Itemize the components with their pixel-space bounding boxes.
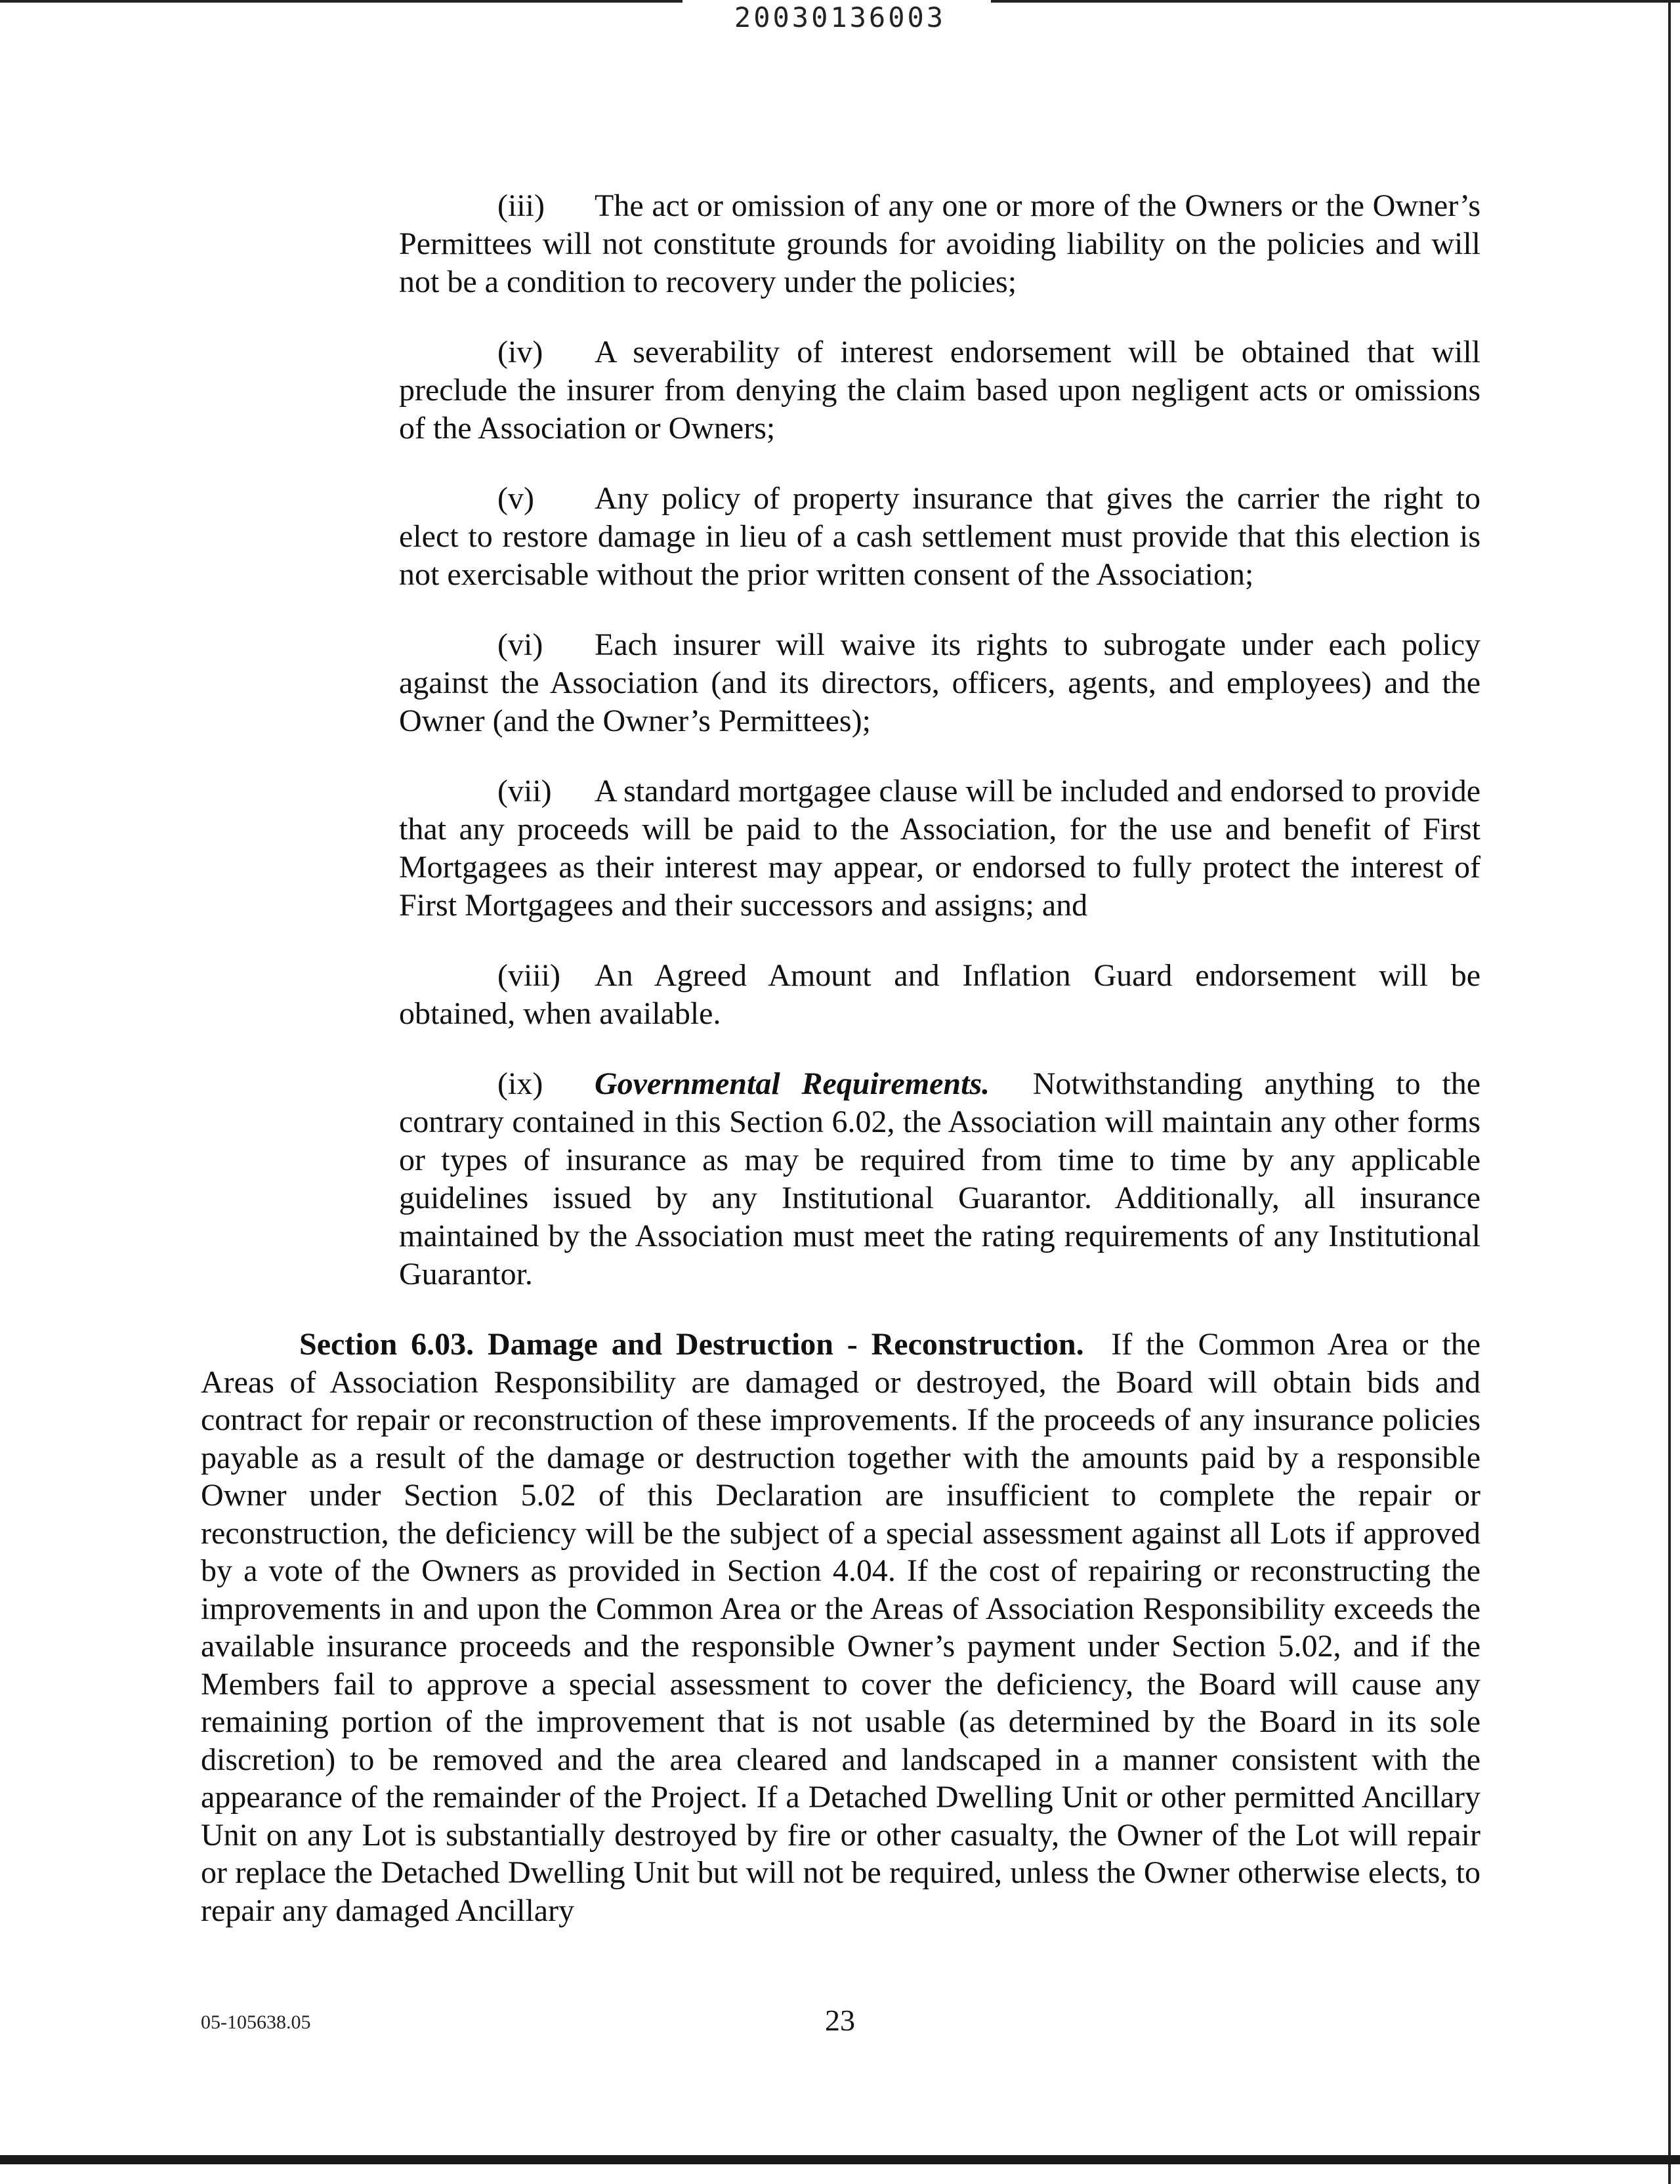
list-item xyxy=(399,1065,1480,1293)
list-item xyxy=(399,187,1480,301)
list-item xyxy=(399,626,1480,740)
item-text: Each insurer will waive its rights to subrogate under each policy against the Association (and its directors, officers, agents, and employees) and the Owner (and the Owner’s Permittees); xyxy=(399,627,1480,738)
item-text: A severability of interest endorsement will be obtained that will preclude the insurer from denying the claim based upon negligent acts or omissions of the Association or Owners; xyxy=(399,335,1480,446)
item-number: (iv) xyxy=(497,335,543,369)
item-number: (vi) xyxy=(497,627,543,662)
bottom-border xyxy=(0,2155,1680,2164)
list-item xyxy=(399,480,1480,594)
section-6-03 xyxy=(201,1326,1480,1929)
item-number: (viii) xyxy=(497,958,560,993)
item-text: The act or omission of any one or more of the Owners or the Owner’s Permittees will not constitute grounds for avoiding liability on the policies and will not be a condition to recovery under the policies; xyxy=(399,188,1480,299)
item-heading: Governmental Requirements. xyxy=(595,1066,990,1101)
footer-document-code: 05-105638.05 xyxy=(201,2011,311,2033)
item-number: (iii) xyxy=(497,188,545,223)
right-border xyxy=(1668,0,1671,2184)
page-number: 23 xyxy=(825,2004,855,2037)
item-text: Any policy of property insurance that gives the carrier the right to elect to restore damage in lieu of a cash settlement must provide that this election is not exercisable without the prior written consent of the Association; xyxy=(399,481,1480,592)
item-text: A standard mortgagee clause will be included and endorsed to provide that any proceeds will be paid to the Association, for the use and benefit of First Mortgagees as their interest may appear, or endorsed to fully protect the interest of First Mortgagees and their successors and assigns; and xyxy=(399,774,1480,923)
item-text: Notwithstanding anything to the contrary contained in this Section 6.02, the Association will maintain any other forms or types of insurance as may be required from time to time by any applicable guidelines issued by any Institutional Guarantor. Additionally, all insurance maintained by the Association must meet the rating requirements of any Institutional Guarantor. xyxy=(399,1066,1481,1292)
item-number: (v) xyxy=(497,481,534,516)
item-number: (ix) xyxy=(497,1066,543,1101)
document-number: 20030136003 xyxy=(734,1,946,33)
item-number: (vii) xyxy=(497,774,552,808)
list-item xyxy=(399,772,1480,925)
list-item xyxy=(399,333,1480,448)
item-text: An Agreed Amount and Inflation Guard endorsement will be obtained, when available. xyxy=(399,958,1480,1031)
section-text: If the Common Area or the Areas of Association Responsibility are damaged or destroyed, the Board will obtain bids and contract for repair or reconstruction of these improvements. If the proceeds of any insurance policies payable as a result of the damage or destruction together with the amounts paid by a responsible Owner under Section 5.02 of this Declaration are insufficient to complete the repair or reconstruction, the deficiency will be the subject of a special assessment against all Lots if approved by a vote of the Owners as provided in Section 4.04. If the cost of repairing or reconstructing the improvements in and upon the Common Area or the Areas of Association Responsibility exceeds the available insurance proceeds and the responsible Owner’s payment under Section 5.02, and if the Members fail to approve a special assessment to cover the deficiency, the Board will cause any remaining portion of the improvement that is not usable (as determined by the Board in its sole discretion) to be removed and the area cleared and landscaped in a manner consistent with the appearance of the remainder of the Project. If a Detached Dwelling Unit or other permitted Ancillary Unit on any Lot is substantially destroyed by fire or other casualty, the Owner of the Lot will repair or replace the Detached Dwelling Unit but will not be required, unless the Owner otherwise elects, to repair any damaged Ancillary xyxy=(201,1327,1481,1928)
list-item xyxy=(399,957,1480,1033)
section-heading: Section 6.03. Damage and Destruction - Reconstruction. xyxy=(299,1327,1084,1362)
page-body xyxy=(201,187,1480,1929)
